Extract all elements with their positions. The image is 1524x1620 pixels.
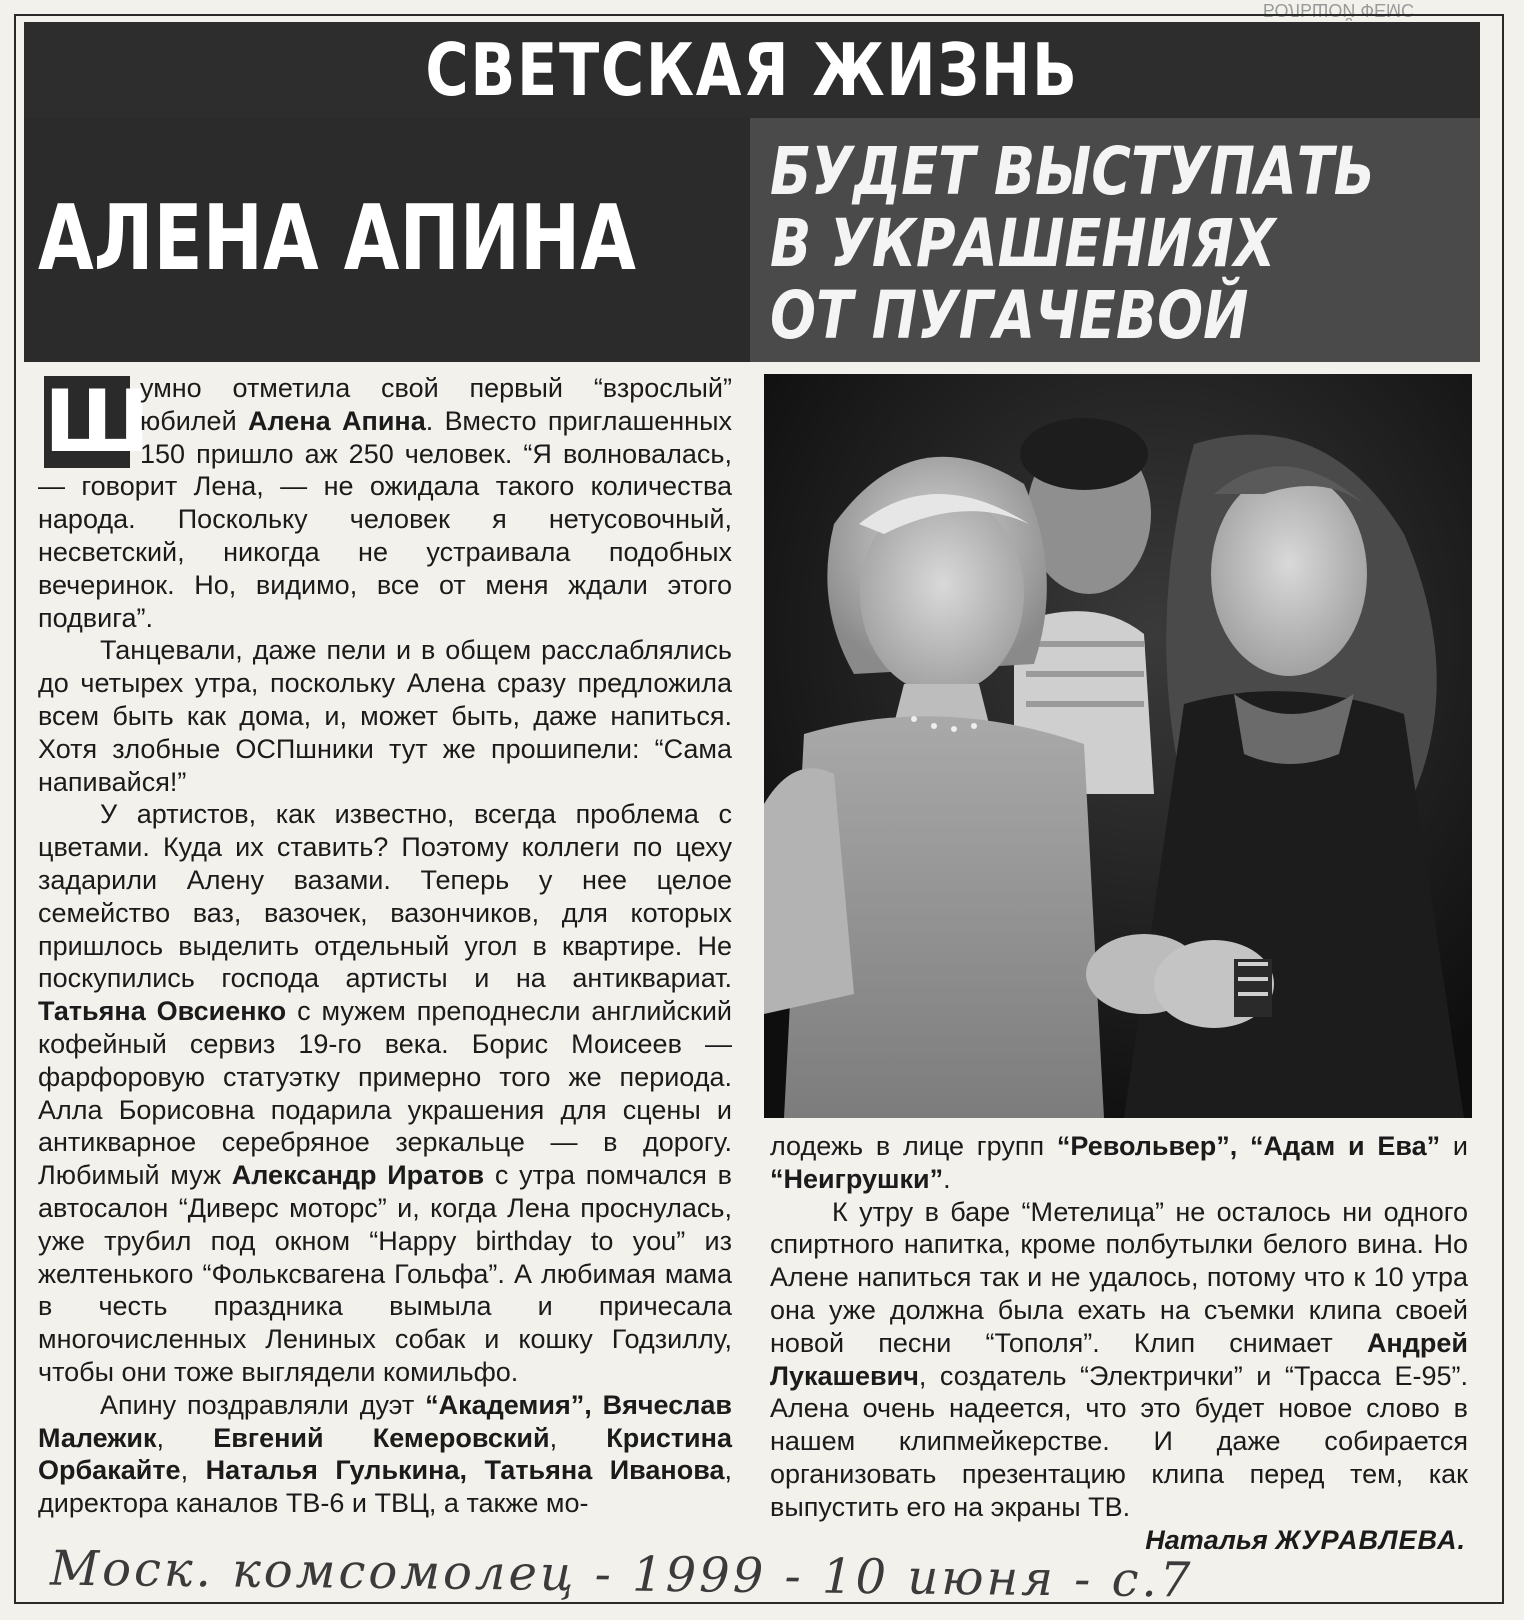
headline-block — [24, 118, 750, 362]
paragraph-4 — [38, 1389, 732, 1520]
subheadline-block — [750, 118, 1480, 362]
paragraph-6 — [770, 1196, 1468, 1524]
author-first-name: Наталья — [1145, 1525, 1268, 1555]
article-right-column — [770, 1130, 1468, 1524]
rubric-bar — [24, 22, 1480, 118]
article-left-column — [38, 372, 732, 1520]
subheadline-line-1: БУДЕТ ВЫСТУПАТЬ — [770, 133, 1375, 210]
person-name: Александр Иратов — [231, 1160, 485, 1191]
text-run: . — [943, 1163, 951, 1194]
author-byline — [1145, 1525, 1466, 1556]
text-run: У артистов, как известно, всегда проблема с цветами. Куда их ставить? Поэтому коллеги по цеху задарили Алену вазами. Теперь у нее целое семейство ваз, вазочек, вазончиков, для которых пришлось выделить отдельный угол в квартире. Не поскупились господа артисты и на антиквариат. — [38, 799, 732, 994]
author-surname: ЖУРАВЛЕВА. — [1275, 1525, 1466, 1555]
paragraph-3 — [38, 798, 732, 1388]
text-run: , — [549, 1422, 607, 1453]
text-run: , создатель “Электрички” и “Трасса Е-95”. Алена очень надеется, что это будет новое слово в нашем клипмейкерстве. И даже собирается организовать презентацию клипа перед тем, как выпустить его на экраны ТВ. — [770, 1360, 1468, 1522]
text-run: . Вместо приглашенных 150 пришло аж 250 человек. “Я волновалась, — говорит Лена, — не ожидала такого количества народа. Поскольку человек я нетусовочный, несветский, никогда не устраивала подобных вечеринок. Но, видимо, все от меня ждали этого подвига”. — [38, 405, 732, 633]
text-run: с утра помчался в автосалон “Диверс моторс” и, когда Лена проснулась, уже трубил под окном “Happy birthday to you” из желтенького “Фольксвагена Гольфа”. А любимая мама в честь праздника вымыла и причесала многочисленных Лениных собак и кошку Годзиллу, чтобы они тоже выглядели комильфо. — [38, 1160, 732, 1387]
text-run: с мужем преподнесли английский кофейный сервиз 19-го века. Борис Моисеев — фарфоровую статуэтку примерно того же периода. Алла Борисовна подарила украшения для сцены и антикварное серебряное зеркальце — в дорогу. Любимый муж — [38, 996, 732, 1191]
text-run: К утру в баре “Метелица” не осталось ни одного спиртного напитка, кроме полбутылки белого вина. Но Алене напиться так и не удалось, потому что к 10 утра она уже должна была ехать на съемки клипа своей новой песни “Тополя”. Клип снимает — [770, 1196, 1468, 1358]
rubric-title: СВЕТСКАЯ ЖИЗНЬ — [425, 28, 1079, 112]
drop-cap: Ш — [44, 372, 151, 472]
person-name: Евгений Кемеровский — [213, 1422, 550, 1453]
person-name: Наталья Гулькина, Татьяна Иванова — [205, 1455, 725, 1486]
subheadline-line-2: В УКРАШЕНИЯХ — [770, 205, 1276, 282]
handwritten-source-note: Моск. комсомолец - 1999 - 10 июня - с.7 — [49, 1540, 1194, 1609]
text-run: и — [1440, 1131, 1468, 1161]
text-run: , — [156, 1422, 214, 1453]
paragraph-1 — [38, 372, 732, 634]
text-run: умно отметила свой первый “взрослый” юбилей — [140, 373, 732, 436]
text-run: лодежь в лице групп — [770, 1131, 1057, 1161]
text-run: Апину поздравляли дуэт — [100, 1389, 426, 1420]
bleed-through-text: БОЛЬШОЙ ФЕМС — [1262, 0, 1414, 20]
photo-illustration — [764, 374, 1472, 1118]
paragraph-5 — [770, 1130, 1468, 1196]
band-name: “Неигрушки” — [770, 1163, 944, 1194]
subheadline-line-3: ОТ ПУГАЧЕВОЙ — [770, 277, 1249, 354]
person-name: Алена Апина — [248, 405, 426, 436]
article-photo — [764, 374, 1472, 1118]
text-run: , директора каналов ТВ-6 и ТВЦ, а также мо- — [38, 1455, 732, 1519]
headline: АЛЕНА АПИНА — [38, 186, 636, 291]
person-name: Андрей Лукашевич — [770, 1327, 1468, 1391]
person-name: Татьяна Овсиенко — [38, 996, 287, 1027]
subheadline — [770, 133, 1393, 354]
person-name: Кристина Орбакайте — [38, 1422, 732, 1486]
text-run: , — [180, 1455, 206, 1486]
paragraph-2: Танцевали, даже пели и в общем расслаблялись до четырех утра, поскольку Алена сразу предложила всем быть как дома, и, может быть, даже напиться. Хотя злобные ОСПшники тут же прошипели: “Сама напивайся!” — [38, 635, 732, 797]
band-names: “Револьвер”, “Адам и Ева” — [1056, 1131, 1441, 1161]
person-name: “Академия”, Вячеслав Малежик — [38, 1389, 732, 1453]
